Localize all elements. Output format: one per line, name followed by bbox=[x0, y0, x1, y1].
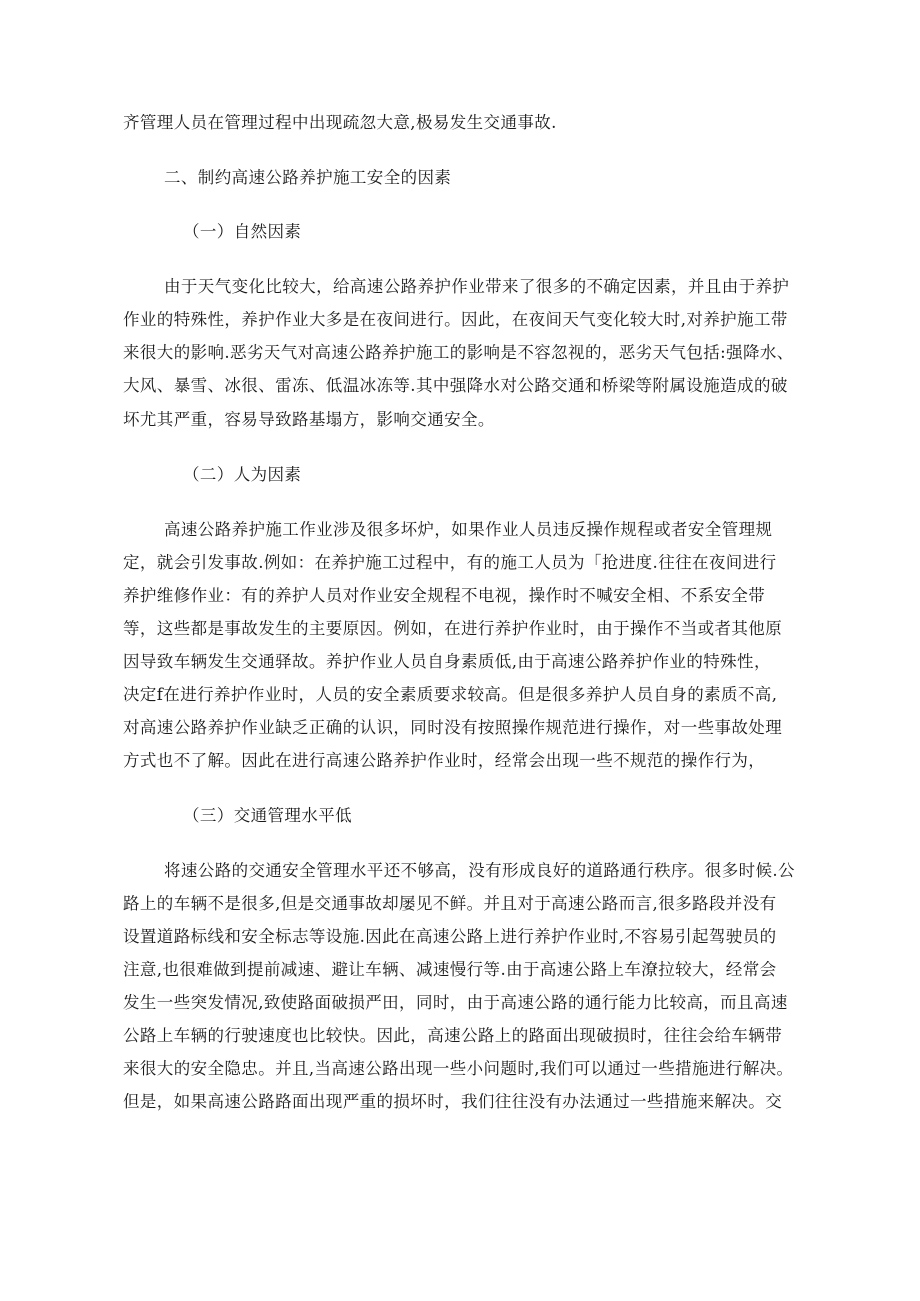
paragraph-line: 定，就会引发事故.例如：在养护施工过程中，有的施工人员为「抢进度.往往在夜间进行 bbox=[123, 553, 777, 572]
paragraph-line: 但是，如果高速公路路面出现严重的损坏时，我们往往没有办法通过一些措施来解决。交 bbox=[123, 1092, 783, 1111]
subsection-heading-natural: （一）自然因素 bbox=[183, 222, 302, 241]
paragraph-line: 大风、暴雪、冰很、雷冻、低温冰冻等.其中强降水对公路交通和桥梁等附属设施造成的破 bbox=[123, 376, 788, 395]
paragraph-line: 决定f在进行养护作业时，人员的安全素质要求较高。但是很多养护人员自身的素质不高, bbox=[123, 685, 778, 704]
paragraph-line: 高速公路养护施工作业涉及很多坏炉，如果作业人员违反操作规程或者安全管理规 bbox=[164, 520, 773, 539]
paragraph-line: 发生一些突发情况,致使路面破损严田，同时，由于高速公路的通行能力比较高，而且高速 bbox=[123, 993, 788, 1012]
subsection-heading-traffic: （三）交通管理水平低 bbox=[183, 806, 352, 825]
subsection-heading-human: （二）人为因素 bbox=[183, 465, 302, 484]
paragraph-line: 注意,也很难做到提前减速、避让车辆、减速慢行等.由于高速公路上车潦拉较大，经常会 bbox=[123, 960, 777, 979]
paragraph-line: 等，这些都是事故发生的主要原因。例如，在进行养护作业时，由于操作不当或者其他原 bbox=[123, 619, 783, 638]
paragraph-line: 设置道路标线和安全标志等设施.因此在高速公路上进行养护作业时,不容易引起驾驶员的 bbox=[123, 927, 777, 946]
paragraph-line: 来很大的安全隐忠。并且,当高速公路出现一些小问题时,我们可以通过一些措施进行解决。 bbox=[123, 1059, 794, 1078]
paragraph-line: 养护维修作业：有的养护人员对作业安全规程不电视，操作时不喊安全相、不系安全带 bbox=[123, 586, 766, 605]
paragraph-line: 公路上车辆的行驶速度也比较快。因此，高速公路上的路面出现破损时，往往会给车辆带 bbox=[123, 1026, 783, 1045]
paragraph-line: 将速公路的交通安全管理水平还不够高，没有形成良好的道路通行秩序。很多时候.公 bbox=[164, 861, 795, 880]
paragraph-line: 坏尤其严重，容易导致路基塌方，影响交通安全。 bbox=[123, 410, 495, 429]
section-heading: 二、制约高速公路养护施工安全的因素 bbox=[164, 168, 452, 187]
paragraph-line: 来很大的影响.恶劣天气对高速公路养护施工的影响是不容忽视的，恶劣天气包括:强降水、 bbox=[123, 343, 794, 362]
paragraph-line: 对高速公路养护作业缺乏正确的认识，同时没有按照操作规范进行操作，对一些事故处理 bbox=[123, 718, 783, 737]
paragraph-line: 方式也不了解。因此在进行高速公路养护作业时，经常会出现一些不规范的操作行为， bbox=[123, 751, 766, 770]
intro-line: 齐管理人员在管理过程中出现疏忽大意,极易发生交通事故. bbox=[123, 113, 557, 132]
paragraph-line: 因导致车辆发生交通驿故。养护作业人员自身素质低,由于高速公路养护作业的特殊性， bbox=[123, 652, 771, 671]
paragraph-line: 作业的特殊性，养护作业大多是在夜间进行。因此，在夜间天气变化较大时,对养护施工带 bbox=[123, 310, 788, 329]
paragraph-line: 由于天气变化比较大，给高速公路养护作业带来了很多的不确定因素，并且由于养护 bbox=[164, 277, 790, 296]
paragraph-line: 路上的车辆不是很多,但是交通事故却屡见不鲜。并且对于高速公路而言,很多路段并没有 bbox=[123, 894, 777, 913]
